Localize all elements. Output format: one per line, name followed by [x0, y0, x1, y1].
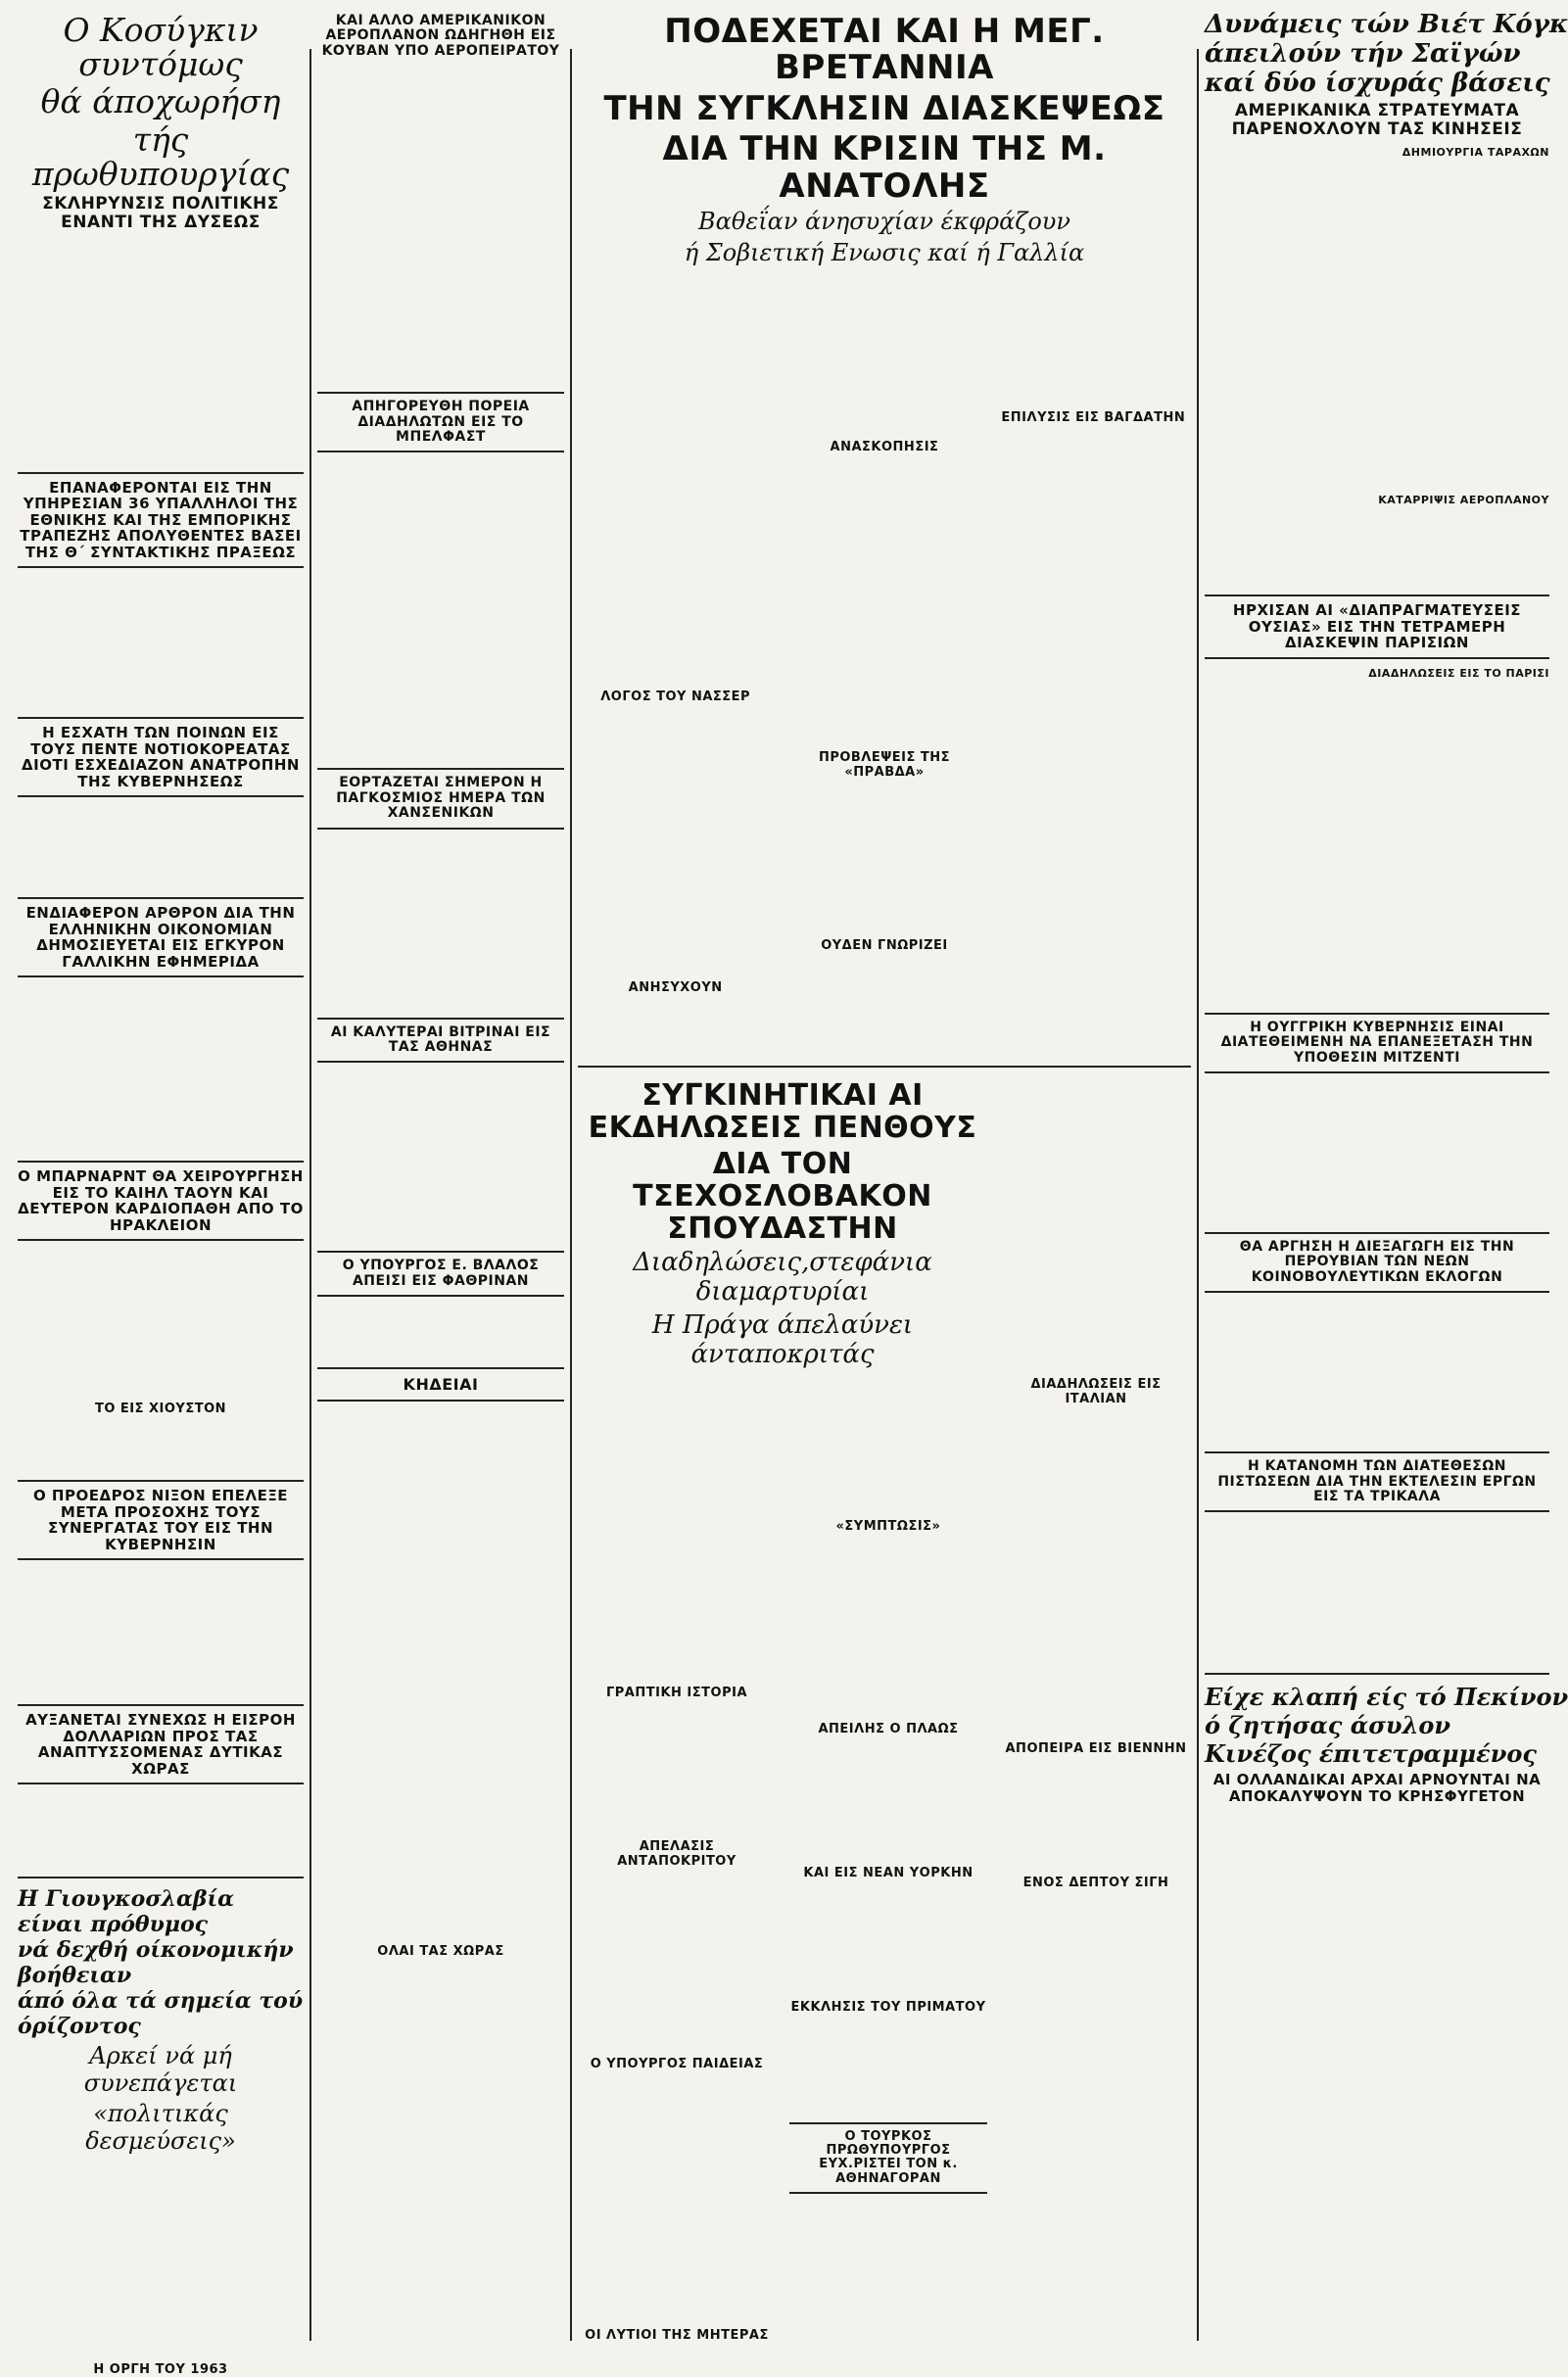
headline-vietcong-line1: Δυνάμεις τών Βιέτ Κόγκ: [1205, 10, 1568, 39]
column-5-lower: [1001, 1075, 1191, 2347]
column-4: [786, 270, 981, 1058]
article-text: [786, 270, 981, 432]
section-expulsion: ΑΠΕΛΑΣΙΣ ΑΝΤΑΠΟΚΡΙΤΟΥ: [617, 1838, 736, 1869]
newspaper-page: [12, 10, 1568, 2377]
article-text: [18, 803, 304, 891]
headline-kosygin-line1: Ο Κοσύγκιν συντόμως: [63, 11, 259, 83]
section-shootdown: ΚΑΤΑΡΡΙΨΙΣ ΑΕΡΟΠΛΑΝΟΥ: [1378, 494, 1549, 507]
section-review: ΑΝΑΣΚΟΠΗΣΙΣ: [830, 440, 939, 455]
section-new-york: ΚΑΙ ΕΙΣ ΝΕΑΝ ΥΟΡΚΗΝ: [803, 1865, 974, 1880]
section-houston: ΤΟ ΕΙΣ ΧΙΟΥΣΤΟΝ: [94, 1402, 227, 1417]
headline-leprosy-day: ΕΟΡΤΑΖΕΤΑΙ ΣΗΜΕΡΟΝ Η ΠΑΓΚΟΣΜΙΟΣ ΗΜΕΡΑ ΤΩΝ ΧΑΝΣΕΝΙΚΩΝ: [317, 768, 564, 829]
headline-turkish-pm: Ο ΤΟΥΡΚΟΣ ΠΡΩΘΥΠΟΥΡΓΟΣ ΕΥΧ.ΡΙΣΤΕΙ ΤΟΝ κ. ΑΘΗΝΑΓΟΡΑΝ: [789, 2122, 987, 2194]
article-text: [317, 1069, 564, 1245]
section-italy: ΔΙΑΔΗΛΩΣΕΙΣ ΕΙΣ ΙΤΑΛΙΑΝ: [1030, 1377, 1162, 1407]
article-text: [317, 1407, 564, 1936]
article-text: [18, 574, 304, 711]
headline-chinese-line3: Κινέζος έπιτετραμμένος: [1205, 1739, 1537, 1769]
article-text: [1001, 1075, 1191, 1369]
headline-yugoslavia-line1: Η Γιουγκοσλαβία είναι πρόθυμος: [18, 1886, 235, 1938]
section-knows-nothing: ΟΥΔΕΝ ΓΝΩΡΙΖΕΙ: [821, 938, 948, 954]
section-silence: ΕΝΟΣ ΔΕΠΤΟΥ ΣΙΓΗ: [1022, 1876, 1169, 1891]
headline-britain-line1: ΠΟΔΕΧΕΤΑΙ ΚΑΙ Η ΜΕΓ. ΒΡΕΤΑΝΝΙΑ: [664, 12, 1105, 88]
column-4-lower: [789, 1374, 987, 2347]
column-2: [311, 10, 570, 2351]
article-text: [18, 2159, 304, 2354]
column-3-5: [572, 10, 1197, 2351]
article-text: [1205, 1079, 1549, 1226]
section-nasser: ΛΟΓΟΣ ΤΟΥ ΝΑΣΣΕΡ: [600, 689, 751, 705]
headline-barnard: Ο ΜΠΑΡΝΑΡΝΤ ΘΑ ΧΕΙΡΟΥΡΓΗΣΗ ΕΙΣ ΤΟ ΚΑΙΗΛ ΤΑΟΥΝ ΚΑΙ ΔΕΥΤΕΡΟΝ ΚΑΡΔΙΟΠΑΘΗ ΑΠΟ ΤΟ ΗΡΑΚΛΕΙΟΝ: [18, 1161, 304, 1241]
article-text: [18, 1566, 304, 1698]
article-text: [578, 270, 773, 682]
article-text: [317, 1303, 564, 1361]
article-text: [789, 1374, 987, 1511]
article-text: [18, 983, 304, 1155]
headline-bank-employees: ΕΠΑΝΑΦΕΡΟΝΤΑΙ ΕΙΣ ΤΗΝ ΥΠΗΡΕΣΙΑΝ 36 ΥΠΑΛΛΗΛΟΙ ΤΗΣ ΕΘΝΙΚΗΣ ΚΑΙ ΤΗΣ ΕΜΠΟΡΙΚΗΣ ΤΡΑΠΕΖΗΣ ΑΠΟΛΥΘΕΝΤΕΣ ΒΑΣΕΙ ΤΗΣ Θ΄ ΣΥΝΤΑΚΤΙΚΗΣ ΠΡΑΞΕΩΣ: [18, 472, 304, 569]
article-text: [1205, 1808, 1549, 2082]
article-text: [18, 1420, 304, 1474]
column-1: [12, 10, 309, 2377]
article-text: [578, 1873, 776, 2049]
article-text: [578, 1374, 776, 1678]
divider: [18, 1877, 304, 1878]
section-baghdad: ΕΠΙΛΥΣΙΣ ΕΙΣ ΒΑΓΔΑΤΗΝ: [1001, 410, 1186, 426]
article-text: [1001, 1760, 1191, 1868]
headline-mindszenty: Η ΟΥΓΓΡΙΚΗ ΚΥΒΕΡΝΗΣΙΣ ΕΙΝΑΙ ΔΙΑΤΕΘΕΙΜΕΝΗ ΝΑ ΕΠΑΝΕΞΕΤΑΣΗ ΤΗΝ ΥΠΟΘΕΣΙΝ ΜΙΤΖΕΝΤΙ: [1205, 1013, 1549, 1073]
article-text: [786, 784, 981, 930]
headline-minister: Ο ΥΠΟΥΡΓΟΣ Ε. ΒΛΑΛΟΣ ΑΠΕΙΣΙ ΕΙΣ ΦΑΘΡΙΝΑΝ: [317, 1251, 564, 1297]
article-text: [578, 999, 773, 1058]
article-text: [1205, 1518, 1549, 1665]
headline-vietcong-line3: καί δύο ίσχυράς βάσεις: [1205, 69, 1550, 98]
headline-czech-line1: ΣΥΓΚΙΝΗΤΙΚΑΙ ΑΙ ΕΚΔΗΛΩΣΕΙΣ ΠΕΝΘΟΥΣ: [588, 1078, 977, 1146]
section-paris-demonstrations: ΔΙΑΔΗΛΩΣΕΙΣ ΕΙΣ ΤΟ ΠΑΡΙΣΙ: [1368, 666, 1549, 680]
article-text: [789, 2019, 987, 2116]
headline-chinese-line2: ό ζητήσας άσυλον: [1205, 1711, 1451, 1740]
headline-vietcong-line2: άπειλούν τήν Σαϊγών: [1205, 39, 1521, 69]
article-text: [1205, 163, 1549, 486]
article-text: [786, 957, 981, 1055]
section-funerals: ΚΗΔΕΙΑΙ: [317, 1367, 564, 1402]
section-mother: ΟΙ ΛΥΤΙΟΙ ΤΗΣ ΜΗΤΕΡΑΣ: [585, 2327, 769, 2343]
article-text: [18, 1790, 304, 1869]
article-text: [789, 1538, 987, 1714]
subheadline-britain-2: ή Σοβιετική Ενωσις καί ή Γαλλία: [684, 238, 1085, 266]
section-pravda: ΠΡΟΒΛΕΨΕΙΣ ΤΗΣ «ΠΡΑΒΔΑ»: [818, 750, 951, 781]
headline-peru-elections: ΘΑ ΑΡΓΗΣΗ Η ΔΙΕΞΑΓΩΓΗ ΕΙΣ ΤΗΝ ΠΕΡΟΥΒΙΑΝ ΤΩΝ ΝΕΩΝ ΚΟΙΝΟΒΟΥΛΕΥΤΙΚΩΝ ΕΚΛΟΓΩΝ: [1205, 1232, 1549, 1293]
subheadline-britain-1: Βαθεΐαν άνησυχίαν έκφράζουν: [698, 207, 1070, 235]
subheadline-dutch: ΑΙ ΟΛΛΑΝΔΙΚΑΙ ΑΡΧΑΙ ΑΡΝΟΥΝΤΑΙ ΝΑ ΑΠΟΚΑΛΥΨΟΥΝ ΤΟ ΚΡΗΣΦΥΓΕΤΟΝ: [1212, 1771, 1542, 1805]
section-all-countries: ΟΛΑΙ ΤΑΣ ΧΩΡΑΣ: [377, 1944, 504, 1960]
lower-columns: [578, 1075, 1191, 2347]
divider: [1205, 1673, 1549, 1675]
section-coincidence: «ΣΥΜΠΤΩΣΙΣ»: [835, 1518, 941, 1534]
section-history: ΓΡΑΠΤΙΚΗ ΙΣΤΟΡΙΑ: [606, 1685, 747, 1700]
article-text: [578, 2075, 776, 2320]
subheadline-kosygin: ΣΚΛΗΡΥΝΣΙΣ ΠΟΛΙΤΙΚΗΣ ΕΝΑΝΤΙ ΤΗΣ ΔΥΣΕΩΣ: [42, 194, 279, 232]
subheadline-vietcong: ΑΜΕΡΙΚΑΝΙΚΑ ΣΤΡΑΤΕΥΜΑΤΑ ΠΑΡΕΝΟΧΛΟΥΝ ΤΑΣ ΚΙΝΗΣΕΙΣ: [1231, 101, 1523, 139]
article-text: [1205, 684, 1549, 1007]
article-text: [317, 458, 564, 762]
headline-paris-talks: ΗΡΧΙΣΑΝ ΑΙ «ΔΙΑΠΡΑΓΜΑΤΕΥΣΕΙΣ ΟΥΣΙΑΣ» ΕΙΣ ΤΗΝ ΤΕΤΡΑΜΕΡΗ ΔΙΑΣΚΕΨΙΝ ΠΑΡΙΣΙΩΝ: [1205, 594, 1549, 659]
column-3: [578, 270, 773, 1058]
article-text: [786, 458, 981, 742]
article-text: [18, 1247, 304, 1394]
headline-czech-line2: ΔΙΑ ΤΟΝ ΤΣΕΧΟΣΛΟΒΑΚΟΝ ΣΠΟΥΔΑΣΤΗΝ: [633, 1147, 932, 1247]
article-text: [18, 236, 304, 466]
section-primate: ΕΚΚΛΗΣΙΣ ΤΟΥ ΠΡΙΜΑΤΟΥ: [790, 1999, 986, 2015]
headline-kosygin-line2: θά άποχωρήση: [40, 82, 281, 121]
headline-greek-economy: ΕΝΔΙΑΦΕΡΟΝ ΑΡΘΡΟΝ ΔΙΑ ΤΗΝ ΕΛΛΗΝΙΚΗΝ ΟΙΚΟΝΟΜΙΑΝ ΔΗΜΟΣΙΕΥΕΤΑΙ ΕΙΣ ΕΓΚΥΡΟΝ ΓΑΛΛΙΚΗΝ ΕΦΗΜΕΡΙΔΑ: [18, 897, 304, 977]
subheadline-czech-1: Διαδηλώσεις,στεφάνια διαμαρτυρίαι: [633, 1248, 932, 1307]
section-threat: ΑΠΕΙΛΗΣ Ο ΠΛΑΩΣ: [818, 1721, 959, 1736]
section-vienna: ΑΠΟΠΕΙΡΑ ΕΙΣ ΒΙΕΝΝΗΝ: [1005, 1741, 1187, 1757]
article-text: [1205, 1299, 1549, 1446]
headline-kosygin-line3: τής πρωθυπουργίας: [31, 119, 290, 193]
czech-columns: [578, 1374, 987, 2347]
headline-britain-line2: ΤΗΝ ΣΥΓΚΛΗΣΙΝ ΔΙΑΣΚΕΨΕΩΣ: [603, 88, 1165, 128]
subheadline-yugoslavia-1: Αρκεί νά μή συνεπάγεται: [83, 2042, 238, 2097]
column-3-lower: [578, 1374, 776, 2347]
headline-nixon: Ο ΠΡΟΕΔΡΟΣ ΝΙΞΟΝ ΕΠΕΛΕΞΕ ΜΕΤΑ ΠΡΟΣΟΧΗΣ ΤΟΥΣ ΣΥΝΕΡΓΑΤΑΣ ΤΟΥ ΕΙΣ ΤΗΝ ΚΥΒΕΡΝΗΣΙΝ: [18, 1480, 304, 1560]
section-education-minister: Ο ΥΠΟΥΡΓΟΣ ΠΑΙΔΕΙΑΣ: [590, 2056, 764, 2071]
headline-belfast: ΑΠΗΓΟΡΕΥΘΗ ΠΟΡΕΙΑ ΔΙΑΔΗΛΩΤΩΝ ΕΙΣ ΤΟ ΜΠΕΛΦΑΣΤ: [317, 392, 564, 452]
czech-story: [578, 1075, 987, 2347]
headline-yugoslavia-line2: νά δεχθή οίκονομικήν βοήθειαν: [18, 1937, 294, 1989]
headline-trikala: Η ΚΑΤΑΝΟΜΗ ΤΩΝ ΔΙΑΤΕΘΕΣΩΝ ΠΙΣΤΩΣΕΩΝ ΔΙΑ ΤΗΝ ΕΚΤΕΛΕΣΙΝ ΕΡΓΩΝ ΕΙΣ ΤΑ ΤΡΙΚΑΛΑ: [1205, 1451, 1549, 1512]
article-text: [1205, 510, 1549, 589]
headline-britain-line3: ΔΙΑ ΤΗΝ ΚΡΙΣΙΝ ΤΗΣ Μ. ΑΝΑΤΟΛΗΣ: [662, 129, 1107, 206]
article-text: [317, 63, 564, 386]
subheadline-czech-2: Η Πράγα άπελαύνει άνταποκριτάς: [651, 1309, 914, 1369]
article-text: [1001, 1410, 1191, 1734]
divider: [578, 1066, 1191, 1068]
column-5: [996, 270, 1191, 1058]
article-text: [578, 1704, 776, 1831]
section-anger-1963: Η ΟΡΓΗ ΤΟΥ 1963: [93, 2362, 228, 2377]
headline-dollars: ΑΥΞΑΝΕΤΑΙ ΣΥΝΕΧΩΣ Η ΕΙΣΡΟΗ ΔΟΛΛΑΡΙΩΝ ΠΡΟΣ ΤΑΣ ΑΝΑΠΤΥΣΣΟΜΕΝΑΣ ΔΥΤΙΚΑΣ ΧΩΡΑΣ: [18, 1704, 304, 1784]
section-worried: ΑΝΗΣΥΧΟΥΝ: [628, 980, 723, 996]
article-text: [578, 708, 773, 973]
headline-south-korea: Η ΕΣΧΑΤΗ ΤΩΝ ΠΟΙΝΩΝ ΕΙΣ ΤΟΥΣ ΠΕΝΤΕ ΝΟΤΙΟΚΟΡΕΑΤΑΣ ΔΙΟΤΙ ΕΣΧΕΔΙΑΖΟΝ ΑΝΑΤΡΟΠΗΝ ΤΗΣ ΚΥΒΕΡΝΗΣΕΩΣ: [18, 717, 304, 797]
headline-yugoslavia-line3: άπό όλα τά σημεία τού όρίζοντος: [18, 1988, 304, 2040]
mid-columns: [578, 270, 1191, 1058]
article-text: [317, 835, 564, 1012]
headline-hijack: ΚΑΙ ΑΛΛΟ ΑΜΕΡΙΚΑΝΙΚΟΝ ΑΕΡΟΠΛΑΝΟΝ ΩΔΗΓΗΘΗ ΕΙΣ ΚΟΥΒΑΝ ΥΠΟ ΑΕΡΟΠΕΙΡΑΤΟΥ: [321, 13, 560, 59]
section-unrest: ΔΗΜΙΟΥΡΓΙΑ ΤΑΡΑΧΩΝ: [1402, 146, 1549, 160]
article-text: [996, 429, 1191, 1046]
headline-shop-windows: ΑΙ ΚΑΛΥΤΕΡΑΙ ΒΙΤΡΙΝΑΙ ΕΙΣ ΤΑΣ ΑΘΗΝΑΣ: [317, 1018, 564, 1064]
subheadline-yugoslavia-2: «πολιτικάς δεσμεύσεις»: [85, 2100, 236, 2155]
column-6: [1199, 10, 1568, 2351]
headline-chinese-line1: Είχε κλαπή είς τό Πεκίνον: [1205, 1683, 1568, 1712]
article-text: [789, 1740, 987, 1858]
article-text: [789, 1884, 987, 1992]
article-text: [996, 270, 1191, 403]
